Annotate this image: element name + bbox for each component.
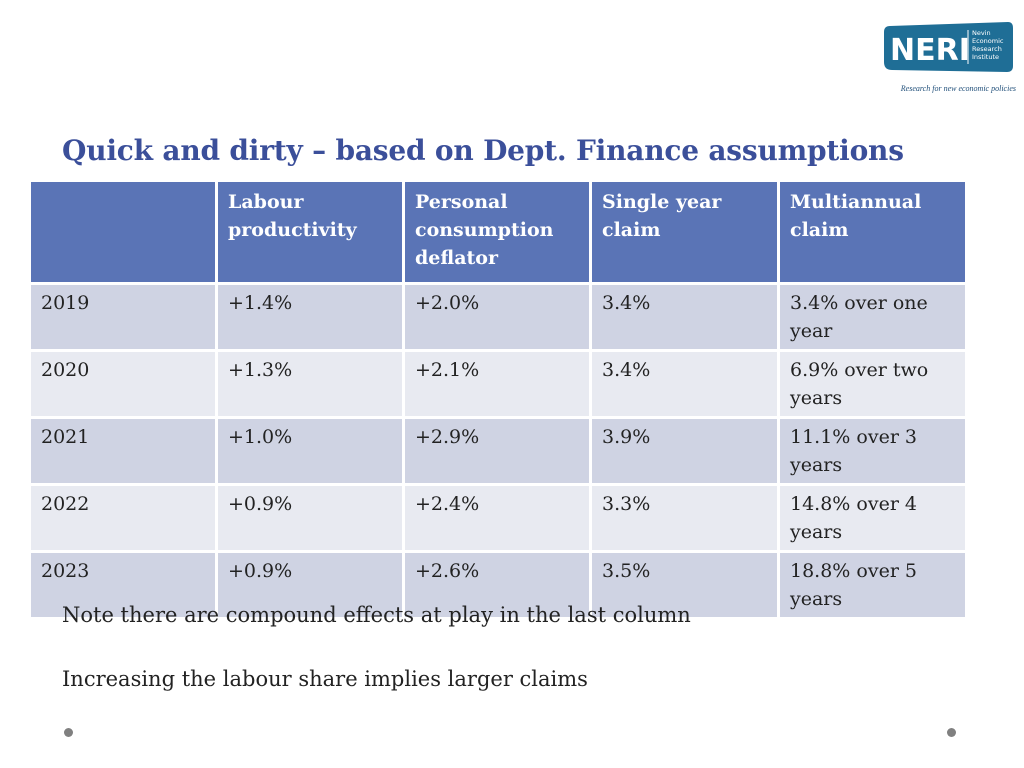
table-cell: 18.8% over 5 years [779, 552, 967, 619]
table-cell: +2.1% [404, 351, 591, 418]
table-cell: +1.4% [217, 284, 404, 351]
table-cell: 2022 [30, 485, 217, 552]
page-title: Quick and dirty – based on Dept. Finance assumptions [62, 134, 904, 167]
header-cell-year [30, 181, 217, 284]
logo-sub-line: Institute [972, 53, 999, 61]
table-cell: +0.9% [217, 552, 404, 619]
table-cell: 3.4% [591, 351, 779, 418]
logo-text: NERI [890, 33, 970, 68]
neri-logo-mark [882, 22, 1014, 74]
slide-dot-left [64, 728, 73, 737]
table-cell: 3.4% [591, 284, 779, 351]
header-cell-labour-productivity: Labour productivity [217, 181, 404, 284]
table-row [30, 284, 967, 351]
table-cell: 11.1% over 3 years [779, 418, 967, 485]
table-cell: 3.3% [591, 485, 779, 552]
table-cell: 2023 [30, 552, 217, 619]
table-header-row [30, 181, 967, 284]
table-cell: 3.9% [591, 418, 779, 485]
table-cell: +2.4% [404, 485, 591, 552]
logo-sub-line: Nevin [972, 29, 991, 37]
header-cell-consumption-deflator: Personal consumption deflator [404, 181, 591, 284]
logo-sub-line: Economic [972, 37, 1004, 45]
neri-logo [880, 20, 1016, 100]
header-cell-multiannual-claim: Multiannual claim [779, 181, 967, 284]
table-cell: +2.6% [404, 552, 591, 619]
table-cell: +1.3% [217, 351, 404, 418]
table-cell: +1.0% [217, 418, 404, 485]
logo-sub-line: Research [972, 45, 1002, 53]
table-cell: 3.4% over one year [779, 284, 967, 351]
table-cell: +0.9% [217, 485, 404, 552]
table-row [30, 485, 967, 552]
note-compound-effects: Note there are compound effects at play in the last column [62, 603, 691, 627]
header-cell-single-year-claim: Single year claim [591, 181, 779, 284]
table-row [30, 351, 967, 418]
table-cell: 2019 [30, 284, 217, 351]
table-cell: +2.0% [404, 284, 591, 351]
note-labour-share: Increasing the labour share implies larger claims [62, 667, 588, 691]
table-cell: 6.9% over two years [779, 351, 967, 418]
table-cell: +2.9% [404, 418, 591, 485]
table-cell: 2021 [30, 418, 217, 485]
table-cell: 2020 [30, 351, 217, 418]
table-cell: 3.5% [591, 552, 779, 619]
table-row [30, 418, 967, 485]
data-table [28, 179, 968, 620]
slide-dot-right [947, 728, 956, 737]
table-cell: 14.8% over 4 years [779, 485, 967, 552]
logo-tagline: Research for new economic policies [900, 84, 1016, 93]
